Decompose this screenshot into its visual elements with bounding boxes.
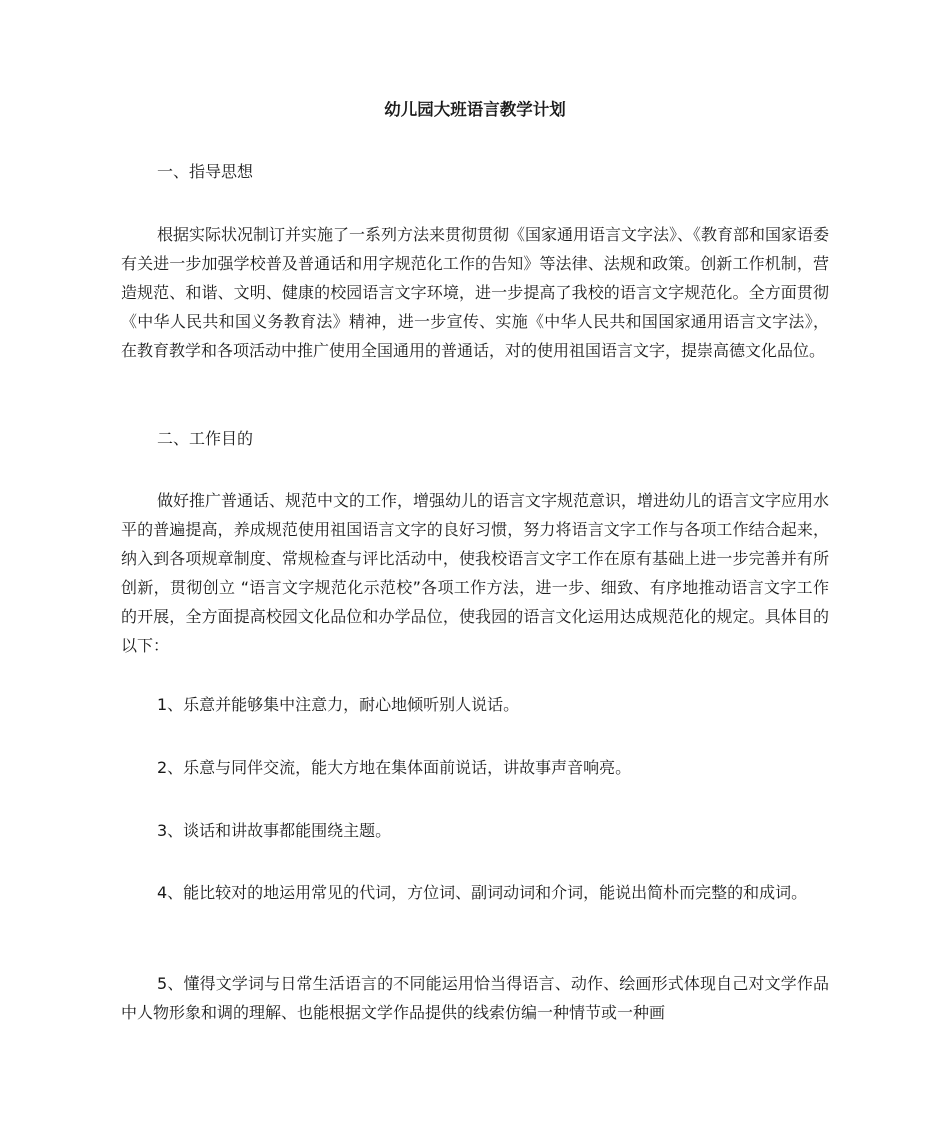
document-title: 幼儿园大班语言教学计划 — [384, 100, 566, 119]
paragraph-guiding-ideology: 根据实际状况制订并实施了一系列方法来贯彻贯彻《国家通用语言文字法》、《教育部和国家语委有关进一步加强学校普及普通话和用字规范化工作的告知》等法律、法规和政策。创新工作机制，营造规范、和谐、文明、健康的校园语言文字环境，进一步提高了我校的语言文字规范化。全方面贯彻《中华人民共和国义务教育法》精神，进一步宣传、实施《中华人民共和国国家通用语言文字法》，在教育教学和各项活动中推广使用全国通用的普通话，对的使用祖国语言文字，提崇高德文化品位。 — [121, 225, 830, 360]
section-heading-guiding-ideology: 一、指导思想 — [157, 162, 254, 181]
section-heading-work-goals: 二、工作目的 — [157, 429, 254, 448]
list-item-goal-3: 3、谈话和讲故事都能围绕主题。 — [157, 821, 392, 840]
list-item-goal-2: 2、乐意与同伴交流，能大方地在集体面前说话，讲故事声音响亮。 — [157, 758, 632, 777]
list-item-goal-1: 1、乐意并能够集中注意力，耐心地倾听别人说话。 — [157, 695, 520, 714]
list-item-goal-4: 4、能比较对的地运用常见的代词，方位词、副词动词和介词，能说出简朴而完整的和成词。 — [157, 883, 808, 902]
paragraph-work-goals: 做好推广普通话、规范中文的工作，增强幼儿的语言文字规范意识，增进幼儿的语言文字应用水平的普遍提高，养成规范使用祖国语言文字的良好习惯，努力将语言文字工作与各项工作结合起来，纳入到各项规章制度、常规检查与评比活动中，使我校语言文字工作在原有基础上进一步完善并有所创新，贯彻创立 “语言文字规范化示范校”各项工作方法，进一步、细致、有序地推动语言文字工作的开展，全方面提高校园文化品位和办学品位，使我园的语言文化运用达成规范化的规定。具体目的以下： — [121, 491, 830, 655]
list-item-goal-5: 5、懂得文学词与日常生活语言的不同能运用恰当得语言、动作、绘画形式体现自己对文学作品中人物形象和调的理解、也能根据文学作品提供的线索仿编一种情节或一种画 — [121, 974, 829, 1022]
